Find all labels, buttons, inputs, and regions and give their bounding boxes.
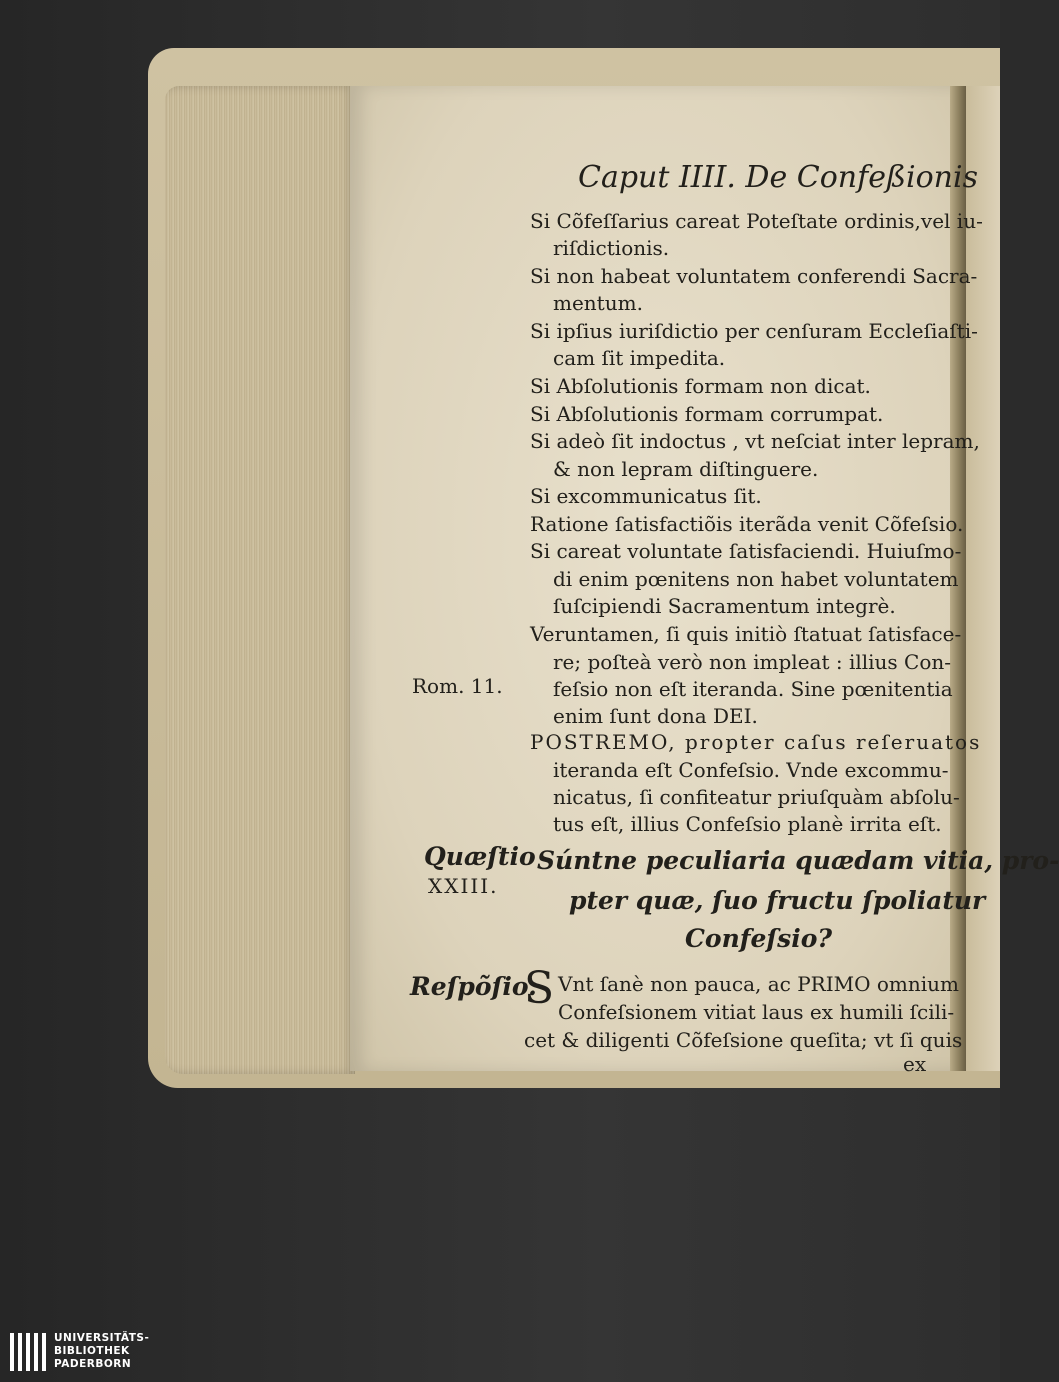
text-line: ſuſcipiendi Sacramentum integrè.: [553, 594, 896, 618]
library-logo-mark-icon: [10, 1333, 46, 1371]
drop-cap: S: [524, 963, 555, 1014]
margin-responsio: Reſpõſio.: [410, 972, 537, 1001]
question-line: Súntne peculiaria quædam vitia, pro-: [537, 846, 1059, 875]
text-line: enim ſunt dona DEI.: [553, 704, 758, 728]
catchword: ex: [903, 1052, 927, 1076]
text-line: Si ipſius iuriſdictio per cenſuram Eccleſiaſti-: [530, 319, 978, 343]
margin-quaestio: Quæſtio: [424, 842, 536, 871]
text-line: feſsio non eſt iteranda. Sine pœnitentia: [553, 677, 953, 701]
text-line: Si Abſolutionis formam corrumpat.: [530, 402, 884, 426]
page-header: Caput IIII. De Confeßionis: [578, 160, 978, 195]
text-line: Ratione ſatisfactiõis iterãda venit Cõfeſsio.: [530, 512, 964, 536]
library-logo-line1: UNIVERSITÄTS-: [54, 1332, 150, 1344]
text-line: iteranda eſt Confeſsio. Vnde excommu-: [553, 758, 949, 782]
page-edges: [165, 86, 355, 1074]
answer-line: Vnt ſanè non pauca, ac PRIMO omnium: [558, 972, 959, 996]
text-line: di enim pœnitens non habet voluntatem: [553, 567, 959, 591]
answer-line: cet & diligenti Cõfeſsione queſita; vt ſi quis: [524, 1028, 963, 1052]
margin-question-number: XXIII.: [428, 874, 499, 898]
text-line: Si adeò ſit indoctus , vt neſciat inter lepram,: [530, 429, 980, 453]
text-line: tus eſt, illius Confeſsio planè irrita eſt.: [553, 812, 942, 836]
answer-line: Confeſsionem vitiat laus ex humili ſcili-: [558, 1000, 955, 1024]
library-logo-line2: BIBLIOTHEK: [54, 1345, 130, 1357]
text-line: re; poſteà verò non impleat : illius Con-: [553, 650, 952, 674]
text-line: POSTREMO, propter caſus reſeruatos: [530, 730, 982, 754]
text-line: Si non habeat voluntatem conferendi Sacra-: [530, 264, 978, 288]
text-line: cam ſit impedita.: [553, 346, 726, 370]
text-line: riſdictionis.: [553, 236, 670, 260]
facing-page-edge: [966, 86, 1000, 1071]
text-line: Si Abſolutionis formam non dicat.: [530, 374, 871, 398]
text-line: Si careat voluntate ſatisfaciendi. Huiuſmo-: [530, 539, 962, 563]
margin-note-rom: Rom. 11.: [412, 674, 503, 698]
text-line: Si excommunicatus ſit.: [530, 484, 762, 508]
text-line: mentum.: [553, 291, 643, 315]
text-line: nicatus, ſi confiteatur priuſquàm abſolu-: [553, 785, 960, 809]
text-line: Si Cõfeſſarius careat Poteſtate ordinis,vel iu-: [530, 209, 983, 233]
text-line: & non lepram diſtinguere.: [553, 457, 819, 481]
question-line: pter quæ, ſuo fructu ſpoliatur: [569, 886, 986, 915]
text-line: Veruntamen, ſi quis initiò ſtatuat ſatisface-: [530, 622, 962, 646]
library-logo-line3: PADERBORN: [54, 1358, 132, 1370]
question-line: Confeſsio?: [685, 924, 833, 953]
library-logo: [10, 1331, 180, 1373]
